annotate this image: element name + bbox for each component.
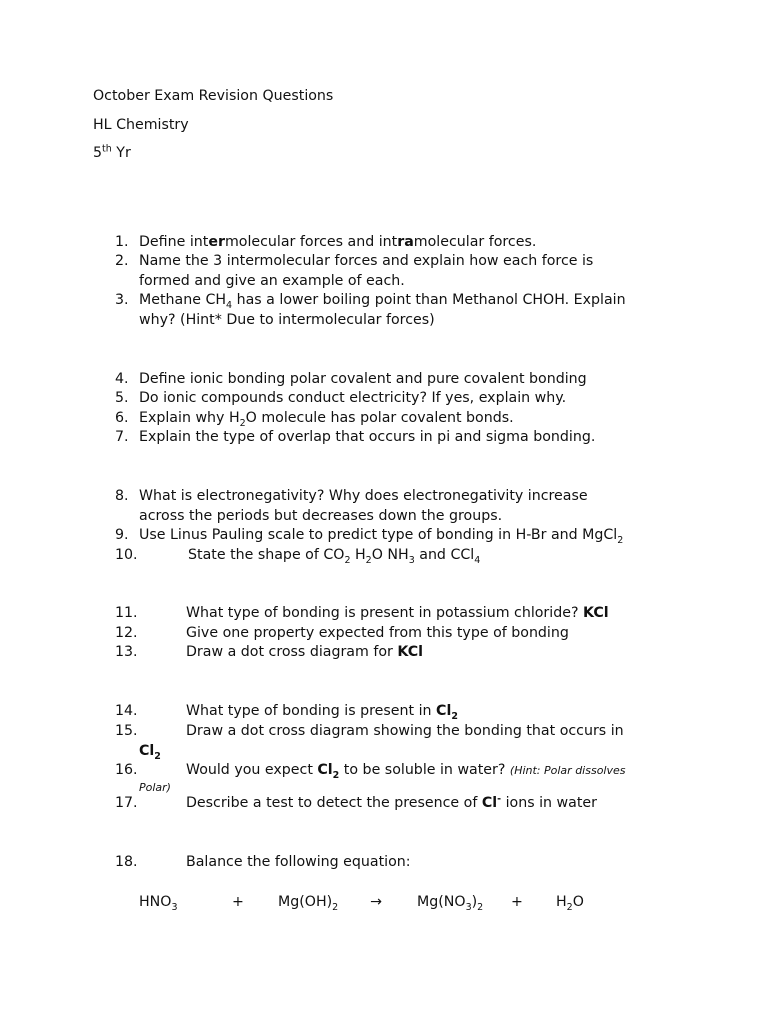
formula-kcl: KCl xyxy=(583,605,609,621)
question-8: 8. What is electronegativity? Why does electronegativity increase across the periods but decreases down the groups. xyxy=(115,488,588,524)
question-number: 14. xyxy=(115,703,138,719)
subject-line: HL Chemistry xyxy=(93,117,189,133)
question-number: 3. xyxy=(115,292,129,308)
emphasis-er: er xyxy=(208,234,225,250)
question-number: 12. xyxy=(115,625,138,641)
question-15: 15. Draw a dot cross diagram showing the bonding that occurs in $Cl_2$ xyxy=(115,722,675,761)
question-6: 6. Explain why $H_2O$ molecule has polar covalent bonds. xyxy=(115,410,514,429)
question-18: 18. Balance the following equation: xyxy=(115,853,675,873)
year-line xyxy=(93,144,131,164)
reactant-hno3: $HNO_3$ xyxy=(139,894,178,913)
question-16: 16. Would you expect $Cl_2$ to be soluble in water? (Hint: Polar dissolves Polar) xyxy=(115,761,675,794)
question-9: 9. Use Linus Pauling scale to predict type of bonding in H-Br and MgCl$_2$ xyxy=(115,527,624,546)
question-10: 10. State the shape of $CO_2$ $H_2O$ $NH_3$ and CCl$_4$ xyxy=(115,547,481,566)
question-12: 12. Give one property expected from this type of bonding xyxy=(115,624,675,644)
question-number: 11. xyxy=(115,605,138,621)
year-text: Yr xyxy=(111,145,131,161)
product-mgno32: $Mg(NO_3)_2$ xyxy=(417,894,484,913)
question-11: 11. What type of bonding is present in potassium chloride? KCl xyxy=(115,604,675,624)
year-superscript: th xyxy=(102,143,112,155)
product-h2o: $H_2O$ xyxy=(556,894,584,913)
year-number: 5 xyxy=(93,145,103,161)
question-3: 3. Methane $CH_4$ has a lower boiling point than Methanol CHOH. Explain why? (Hint* Due to intermolecular forces) xyxy=(115,292,626,328)
document-title: October Exam Revision Questions xyxy=(93,88,334,104)
formula-cl-ion: Cl- xyxy=(481,793,502,811)
reaction-arrow: → xyxy=(370,894,382,910)
question-14: 14. What type of bonding is present in $Cl_2$ xyxy=(115,703,458,722)
question-number: 8. xyxy=(115,488,129,504)
formula-kcl: KCl xyxy=(397,644,423,660)
emphasis-ra: ra xyxy=(397,234,414,250)
question-number: 2. xyxy=(115,253,129,269)
question-17: 17. Describe a test to detect the presence of Cl- ions in water xyxy=(115,794,675,814)
question-number: 6. xyxy=(115,410,129,426)
question-1: 1. Define intermolecular forces and intramolecular forces. xyxy=(115,233,675,253)
reactant-mgoh2: $Mg(OH)_2$ xyxy=(278,894,339,913)
formula-cl2: $Cl_2$ xyxy=(139,742,161,762)
question-number: 7. xyxy=(115,429,129,445)
question-number: 13. xyxy=(115,644,138,660)
question-number: 1. xyxy=(115,234,129,250)
plus-sign: + xyxy=(511,894,523,910)
question-number: 4. xyxy=(115,371,129,387)
question-number: 16. xyxy=(115,762,138,778)
question-4: 4. Define ionic bonding polar covalent and pure covalent bonding xyxy=(115,370,675,390)
question-number: 15. xyxy=(115,723,138,739)
hint-text-continued: Polar) xyxy=(139,780,171,794)
question-number: 17. xyxy=(115,795,138,811)
question-number: 10. xyxy=(115,547,138,563)
formula-cl2: $Cl_2$ xyxy=(317,762,340,781)
hint-text: (Hint: Polar dissolves xyxy=(509,764,626,777)
question-number: 9. xyxy=(115,527,129,543)
plus-sign: + xyxy=(232,894,244,910)
question-7: 7. Explain the type of overlap that occurs in pi and sigma bonding. xyxy=(115,428,675,448)
question-2: 2. Name the 3 intermolecular forces and explain how each force is formed and give an example of each. xyxy=(115,253,594,289)
question-number: 5. xyxy=(115,390,129,406)
question-5: 5. Do ionic compounds conduct electricity? If yes, explain why. xyxy=(115,389,675,409)
question-13: 13. Draw a dot cross diagram for KCl xyxy=(115,643,675,663)
formula-cl2: $Cl_2$ xyxy=(436,703,458,722)
question-number: 18. xyxy=(115,854,138,870)
